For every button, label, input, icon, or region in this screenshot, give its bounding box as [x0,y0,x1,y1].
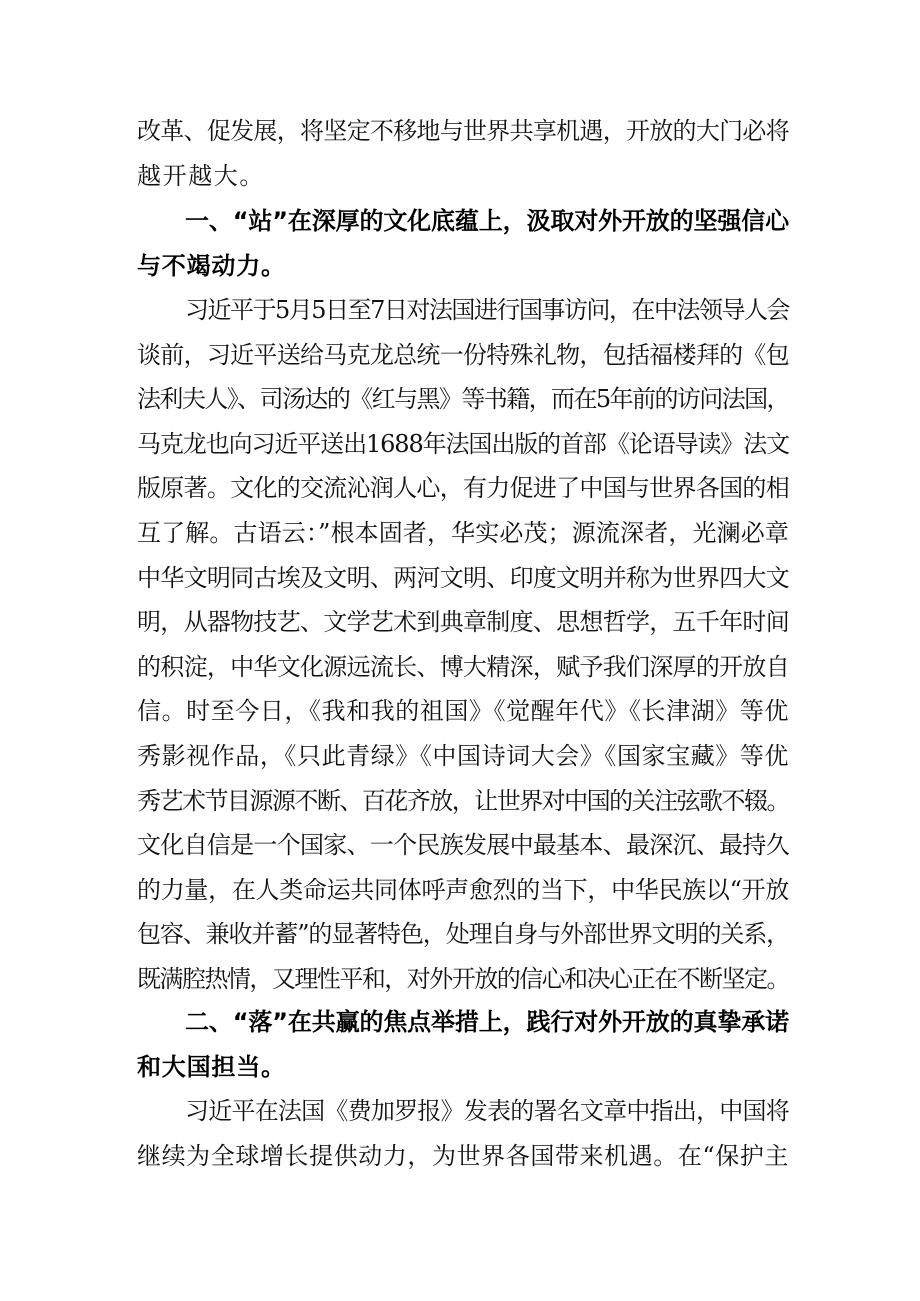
section-2-heading [137,1000,789,1089]
text-line: 明，从器物技艺、文学艺术到典章制度、思想哲学，五千年时间 [137,608,789,637]
text-line: 互了解。古语云：”根本固者，华实必茂；源流深者，光澜必章 [137,518,789,547]
text-line: 习近平在法国《费加罗报》发表的署名文章中指出，中国将 [185,1097,789,1125]
heading-line: 与不竭动力。 [137,251,286,280]
text-line: 谈前，习近平送给马克龙总统一份特殊礼物，包括福楼拜的《包 [137,340,789,369]
text-line: 改革、促发展，将坚定不移地与世界共享机遇，开放的大门必将 [137,117,789,145]
heading-line: 和大国担当。 [137,1052,286,1081]
text-line: 的力量，在人类命运共同体呼声愈烈的当下，中华民族以“开放 [137,875,789,904]
text-line: 信。时至今日，《我和我的祖国》《觉醒年代》《长津湖》等优 [137,697,789,726]
text-line: 既满腔热情，又理性平和，对外开放的信心和决心正在不断坚定。 [137,964,789,993]
text-line: 继续为全球增长提供动力，为世界各国带来机遇。在“保护主 [137,1141,789,1170]
heading-line: 一、“站”在深厚的文化底蕴上，汲取对外开放的坚强信心 [185,207,789,235]
text-line: 包容、兼收并蓄”的显著特色，处理自身与外部世界文明的关系， [137,920,789,949]
text-line: 中华文明同古埃及文明、两河文明、印度文明并称为世界四大文 [137,563,789,592]
section-2-paragraph [137,1089,789,1178]
intro-paragraph [137,109,789,198]
section-1-paragraph [137,288,789,1002]
text-line: 法利夫人》、司汤达的《红与黑》等书籍，而在5年前的访问法国， [137,385,789,414]
text-line: 版原著。文化的交流沁润人心，有力促进了中国与世界各国的相 [137,474,789,503]
text-line: 秀艺术节目源源不断、百花齐放，让世界对中国的关注弦歌不辍。 [137,786,789,815]
text-line: 越开越大。 [137,161,265,190]
text-line: 马克龙也向习近平送出1688年法国出版的首部《论语导读》法文 [137,429,789,458]
text-line: 习近平于5月5日至7日对法国进行国事访问，在中法领导人会 [185,296,789,324]
section-1-heading [137,199,789,288]
heading-line: 二、“落”在共赢的焦点举措上，践行对外开放的真挚承诺 [185,1008,789,1036]
text-line: 文化自信是一个国家、一个民族发展中最基本、最深沉、最持久 [137,831,789,860]
text-line: 的积淀，中华文化源远流长、博大精深，赋予我们深厚的开放自 [137,652,789,681]
text-line: 秀影视作品，《只此青绿》《中国诗词大会》《国家宝藏》等优 [137,741,789,770]
